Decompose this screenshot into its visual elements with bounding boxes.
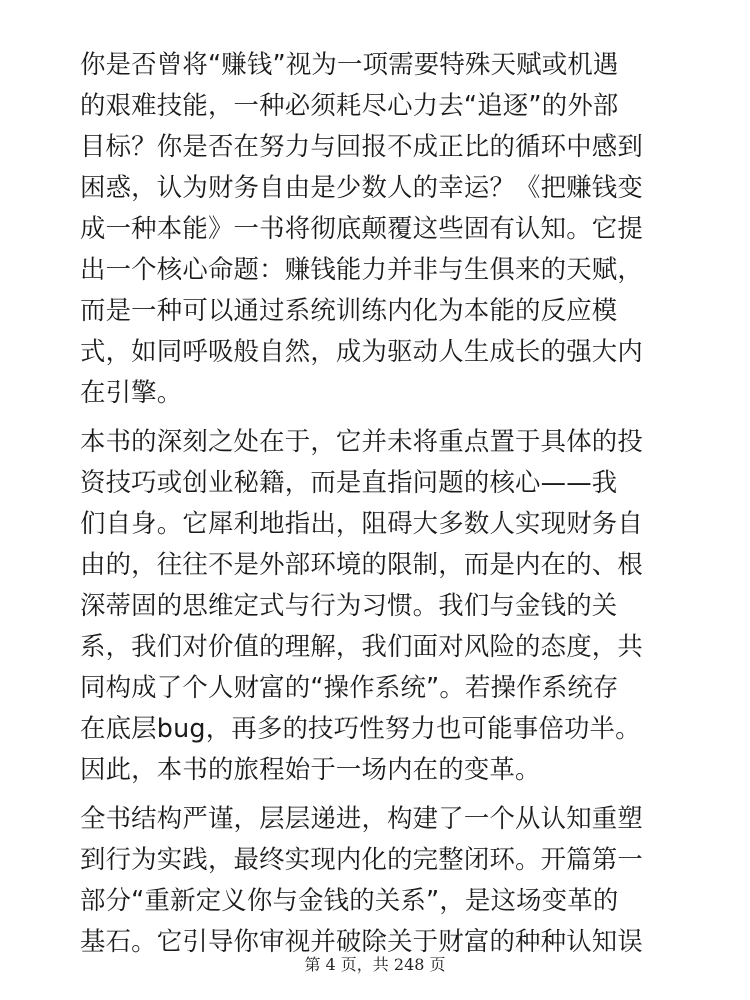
text-line: 本书的深刻之处在于，它并未将重点置于具体的投 (80, 426, 643, 456)
text-line: 全书结构严谨，层层递进，构建了一个从认知重塑 (80, 803, 643, 833)
text-line: 部分“重新定义你与金钱的关系”，是这场变革的 (80, 885, 619, 915)
text-line: 基石。它引导你审视并破除关于财富的种种认知误 (80, 926, 643, 956)
text-line: 同构成了个人财富的“操作系统”。若操作系统存 (80, 672, 619, 702)
page-number-footer: 第 4 页，共 248 页 (304, 955, 446, 974)
text-line: 到行为实践，最终实现内化的完整闭环。开篇第一 (80, 844, 643, 874)
document-page (80, 44, 680, 970)
text-line: 因此，本书的旅程始于一场内在的变革。 (80, 754, 541, 784)
text-line: 由的，往往不是外部环境的限制，而是内在的、根 (80, 549, 643, 579)
text-line: 们自身。它犀利地指出，阻碍大多数人实现财务自 (80, 508, 643, 538)
text-line: 在底层bug，再多的技巧性努力也可能事倍功半。 (80, 713, 641, 743)
paragraph-3 (80, 798, 680, 962)
text-line: 式，如同呼吸般自然，成为驱动人生成长的强大内 (80, 336, 643, 366)
text-line: 资技巧或创业秘籍，而是直指问题的核心——我 (80, 467, 618, 497)
text-line: 在引擎。 (80, 377, 183, 407)
text-line: 困惑，认为财务自由是少数人的幸运？《把赚钱变 (80, 172, 643, 202)
text-line: 成一种本能》一书将彻底颠覆这些固有认知。它提 (80, 213, 643, 243)
text-line: 你是否曾将“赚钱”视为一项需要特殊天赋或机遇 (80, 49, 619, 79)
text-line: 的艰难技能，一种必须耗尽心力去“追逐”的外部 (80, 90, 619, 120)
text-line: 出一个核心命题：赚钱能力并非与生俱来的天赋， (80, 254, 643, 284)
text-line: 深蒂固的思维定式与行为习惯。我们与金钱的关 (80, 590, 618, 620)
text-line: 而是一种可以通过系统训练内化为本能的反应模 (80, 295, 618, 325)
text-line: 目标？你是否在努力与回报不成正比的循环中感到 (80, 131, 643, 161)
text-line: 系，我们对价值的理解，我们面对风险的态度，共 (80, 631, 643, 661)
paragraph-1 (80, 44, 680, 413)
paragraph-2 (80, 421, 680, 790)
